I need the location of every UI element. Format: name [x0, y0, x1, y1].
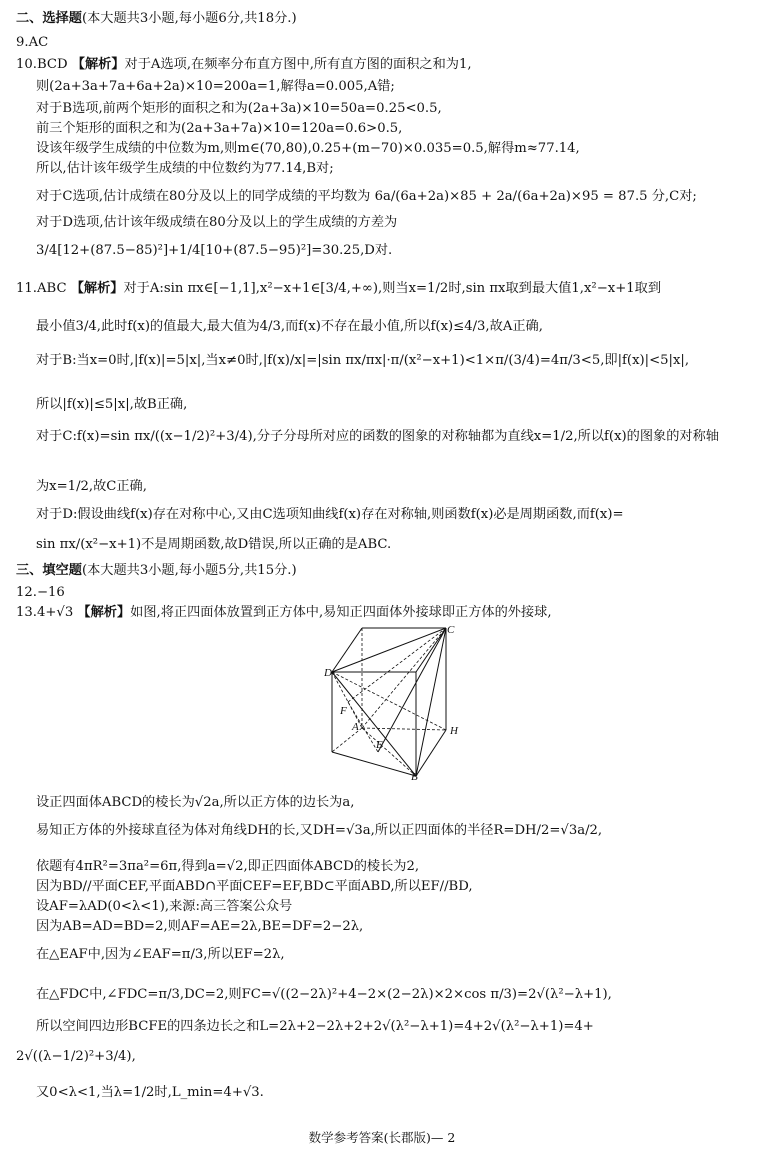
- q13-line: 依题有4πR²=3πa²=6π,得到a=√2,即正四面体ABCD的棱长为2,: [36, 859, 420, 874]
- q10-line: 所以,估计该年级学生成绩的中位数约为77.14,B对;: [36, 161, 334, 176]
- q13-line: 易知正方体的外接球直径为体对角线DH的长,又DH=√3a,所以正四面体的半径R=DH/2=√3a/2,: [36, 823, 603, 838]
- section3-title: 三、填空题: [16, 563, 82, 578]
- q10-line: 对于B选项,前两个矩形的面积之和为(2a+3a)×10=50a=0.25<0.5,: [36, 101, 442, 116]
- q13-line: 设正四面体ABCD的棱长为√2a,所以正方体的边长为a,: [36, 795, 355, 810]
- q11-line: 为x=1/2,故C正确,: [36, 479, 147, 494]
- q11-first-line: [16, 280, 750, 298]
- q13-intro: 如图,将正四面体放置到正方体中,易知正四面体外接球即正方体的外接球,: [130, 605, 552, 620]
- q13-num: 13.: [16, 605, 37, 620]
- q13-line: 所以空间四边形BCFE的四条边长之和L=2λ+2−2λ+2+2√(λ²−λ+1)=4+2√(λ²−λ+1)=4+: [36, 1019, 594, 1034]
- section2-title: 二、选择题: [16, 11, 82, 26]
- vertex-label-f: F: [340, 705, 347, 717]
- vertex-label-a: A: [352, 721, 359, 733]
- q13-answer-text: 4+√3: [36, 605, 74, 620]
- q13-line: 因为AB=AD=BD=2,则AF=AE=2λ,BE=DF=2−2λ,: [36, 919, 364, 934]
- q11-tag: 【解析】: [70, 281, 124, 296]
- section3-note: (本大题共3小题,每小题5分,共15分.): [81, 563, 297, 578]
- vertex-label-h: H: [450, 725, 458, 737]
- q10-line: 对于C选项,估计成绩在80分及以上的同学成绩的平均数为 6a/(6a+2a)×85 + 2a/(6a+2a)×95 = 87.5 分,C对;: [36, 189, 697, 204]
- q10-line: 则(2a+3a+7a+6a+2a)×10=200a=1,解得a=0.005,A错;: [36, 79, 395, 94]
- q10-num: 10.: [16, 57, 37, 72]
- q12-num: 12.: [16, 585, 37, 600]
- q13-tag: 【解析】: [77, 605, 131, 620]
- q11-line: 对于D:假设曲线f(x)存在对称中心,又由C选项知曲线f(x)存在对称轴,则函数f(x)必是周期函数,而f(x)=: [36, 507, 624, 522]
- vertex-label-e: E: [376, 739, 383, 751]
- q11-line: 对于B:当x=0时,|f(x)|=5|x|,当x≠0时,|f(x)/x|=|sin πx/πx|·π/(x²−x+1)<1×π/(3/4)=4π/3<5,即|f(x)|<5|x|,: [36, 353, 690, 368]
- q11-line: 对于C:f(x)=sin πx/((x−1/2)²+3/4),分子分母所对应的函数的图象的对称轴都为直线x=1/2,所以f(x)的图象的对称轴: [36, 429, 719, 444]
- q10-first-line: [16, 56, 750, 74]
- q13-first-line: [16, 604, 750, 622]
- q11-num: 11.: [16, 281, 37, 296]
- q10-answer-text: BCD: [36, 57, 68, 72]
- cube-tetrahedron-diagram: [324, 624, 464, 780]
- q13-line: 因为BD//平面CEF,平面ABD∩平面CEF=EF,BD⊂平面ABD,所以EF//BD,: [36, 879, 473, 894]
- q13-line: 在△EAF中,因为∠EAF=π/3,所以EF=2λ,: [36, 947, 285, 962]
- q12-answer-text: −16: [36, 585, 65, 600]
- vertex-label-b: B: [411, 771, 418, 780]
- q11-line: 对于A:sin πx∈[−1,1],x²−x+1∈[3/4,+∞),则当x=1/2时,sin πx取到最大值1,x²−x+1取到: [123, 281, 662, 296]
- q11-line: 所以|f(x)|≤5|x|,故B正确,: [36, 397, 188, 412]
- vertex-label-d: D: [324, 667, 332, 679]
- q13-line: 又0<λ<1,当λ=1/2时,L_min=4+√3.: [36, 1085, 264, 1100]
- section3-heading: [16, 562, 750, 580]
- q9-answer-text: AC: [28, 35, 49, 50]
- q11-line: 最小值3/4,此时f(x)的值最大,最大值为4/3,而f(x)不存在最小值,所以f(x)≤4/3,故A正确,: [36, 319, 543, 334]
- q13-line: 2√((λ−1/2)²+3/4),: [16, 1049, 136, 1064]
- page-footer: 数学参考答案(长郡版)— 2: [308, 1130, 456, 1145]
- q10-line: 设该年级学生成绩的中位数为m,则m∈(70,80),0.25+(m−70)×0.035=0.5,解得m≈77.14,: [36, 141, 580, 156]
- vertex-label-c: C: [447, 624, 455, 636]
- q10-tag: 【解析】: [71, 57, 125, 72]
- q13-line: 设AF=λAD(0<λ<1),来源:高三答案公众号: [36, 899, 293, 914]
- q13-line: 在△FDC中,∠FDC=π/3,DC=2,则FC=√((2−2λ)²+4−2×(2−2λ)×2×cos π/3)=2√(λ²−λ+1),: [36, 987, 612, 1002]
- q10-line: 对于A选项,在频率分布直方图中,所有直方图的面积之和为1,: [124, 57, 472, 72]
- section2-heading: [16, 10, 750, 28]
- q10-line: 3/4[12+(87.5−85)²]+1/4[10+(87.5−95)²]=30.25,D对.: [36, 243, 393, 258]
- q10-line: 前三个矩形的面积之和为(2a+3a+7a)×10=120a=0.6>0.5,: [36, 121, 403, 136]
- q12-answer: [16, 584, 750, 602]
- q11-answer-text: ABC: [36, 281, 67, 296]
- q9-answer: [16, 34, 750, 52]
- q11-line: sin πx/(x²−x+1)不是周期函数,故D错误,所以正确的是ABC.: [36, 537, 392, 552]
- q10-line: 对于D选项,估计该年级成绩在80分及以上的学生成绩的方差为: [36, 215, 398, 230]
- section2-note: (本大题共3小题,每小题6分,共18分.): [81, 11, 297, 26]
- q9-num: 9.: [16, 35, 29, 50]
